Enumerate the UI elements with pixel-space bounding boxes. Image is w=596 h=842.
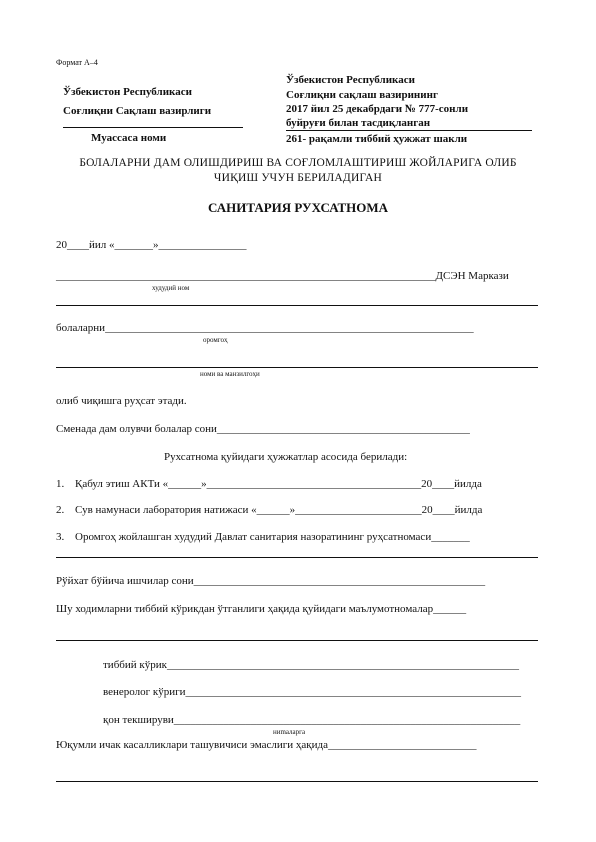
left-header-ministry: Соғлиқни Сақлаш вазирлиги xyxy=(63,105,212,117)
camp-name-caption: номи ва манзилгоҳи xyxy=(200,370,260,378)
results-caption: ниmaлapгa xyxy=(273,728,306,736)
infectious-carrier-line: Юқумли ичак касалликлари ташувичиси эмаслиги ҳақида___________________________ xyxy=(56,739,477,751)
item-1-number: 1. xyxy=(56,478,65,490)
exam-medical-line: тиббий кўрик________________________________________________________________ xyxy=(103,659,519,671)
staff-count-line: Рўйхат бўйича ишчилар сони_____________________________________________________ xyxy=(56,575,486,587)
title-line-1: БОЛАЛАРНИ ДАМ ОЛИШДИРИШ ВА СОҒЛОМЛАШТИРИШ ЖОЙЛАРИГА ОЛИБ xyxy=(79,157,517,169)
item-3-number: 3. xyxy=(56,531,65,543)
title-line-2: ЧИҚИШ УЧУН БЕРИЛАДИГАН xyxy=(213,172,383,184)
blank-line-1 xyxy=(56,305,538,306)
blank-line-4 xyxy=(56,781,538,782)
item-2-number: 2. xyxy=(56,504,65,516)
right-header-line4: буйруғи билан тасдиқланган xyxy=(286,117,431,129)
region-caption: худудий ном xyxy=(152,284,190,292)
format-label: Формат А–4 xyxy=(56,58,98,67)
item-1-text: Қабул этиш АКТи «______»_______________________________________20____йилда xyxy=(75,478,482,490)
children-line: болаларни___________________________________________________________________ xyxy=(56,322,474,334)
institution-name-line xyxy=(63,127,243,128)
medical-info-line: Шу ходимларни тиббий кўрикдан ўтганлиги ҳақида қуйидаги маълумотномалар______ xyxy=(56,603,467,615)
permission-text: олиб чиқишга руҳсат этади. xyxy=(56,395,187,407)
item-2-text: Сув намунаси лаборатория натижаси «______»_______________________20____йилда xyxy=(75,504,483,516)
shift-count-line: Сменада дам олувчи болалар сони______________________________________________ xyxy=(56,423,470,435)
exam-blood-test-line: қон текшируви_______________________________________________________________ xyxy=(103,714,521,726)
right-header-line3: 2017 йил 25 декабрдаги № 777-сонли xyxy=(286,103,469,115)
camp-name-line xyxy=(56,367,538,368)
institution-name-caption: Муассаса номи xyxy=(91,132,167,144)
basis-text: Рухсатнома қуйидаги ҳужжатлар асосида берилади: xyxy=(164,451,408,463)
exam-venereologist-line: венеролог кўриги_____________________________________________________________ xyxy=(103,686,522,698)
dsen-center-line: _____________________________________________________________________ДСЭН Маркази xyxy=(56,270,509,282)
blank-line-2 xyxy=(56,557,538,558)
date-line: 20____йил «_______»________________ xyxy=(56,239,247,251)
right-header-line5: 261- рақамли тиббий ҳужжат шакли xyxy=(286,133,468,145)
right-header-line1: Ўзбекистон Республикаси xyxy=(286,74,415,86)
item-3-text: Оромгоҳ жойлашган худудий Давлат санитария назоратининг руҳсатномаси_______ xyxy=(75,531,470,543)
left-header-republic: Ўзбекистон Республикаси xyxy=(63,86,192,98)
main-title: САНИТАРИЯ РУХСАТНОМА xyxy=(207,200,389,215)
right-header-line2: Соғлиқни сақлаш вазирининг xyxy=(286,89,438,101)
camp-caption: оромгоҳ xyxy=(203,336,228,344)
blank-line-3 xyxy=(56,640,538,641)
